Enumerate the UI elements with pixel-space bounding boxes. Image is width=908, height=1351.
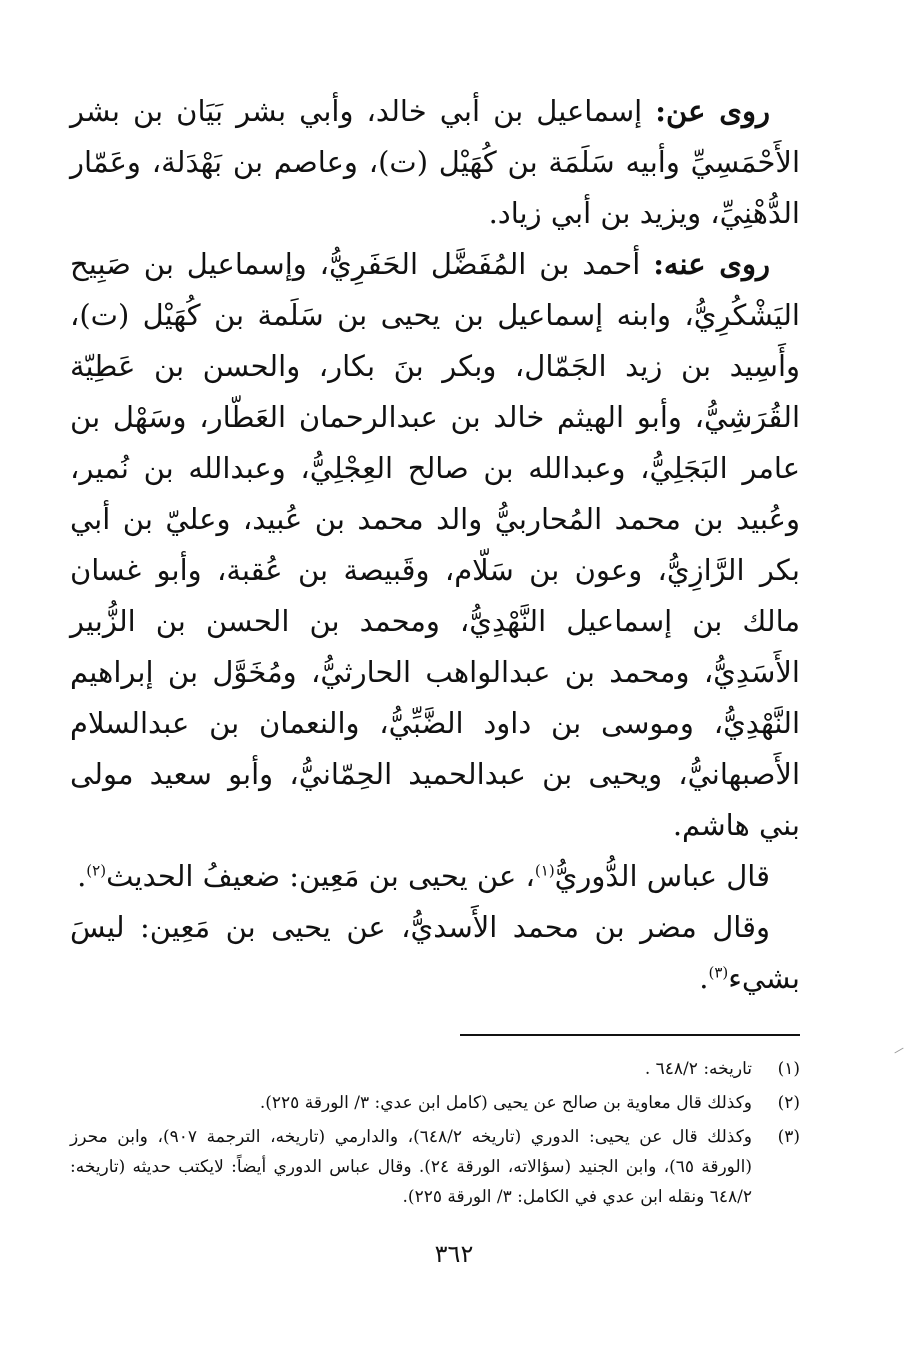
heading-narrated-from: روى عن: — [655, 94, 771, 128]
paragraph-text: . — [77, 859, 87, 893]
footnotes — [70, 1054, 800, 1212]
paragraph-text: . — [699, 961, 709, 995]
footnote-number: (٢) — [777, 1093, 800, 1113]
main-text — [70, 86, 800, 1004]
footnote-ref-3[interactable]: (٣) — [708, 963, 729, 982]
paragraph-narrated-by — [70, 239, 800, 851]
paragraph-abbas-quote — [70, 851, 800, 902]
footnote-item — [70, 1088, 800, 1118]
paragraph-text: وقال مضر بن محمد الأَسديُّ، عن يحيى بن مَعِين: ليسَ بشيء — [70, 910, 800, 995]
paragraph-mudar-quote — [70, 902, 800, 1004]
footnote-text: وكذلك قال عن يحيى: الدوري (تاريخه ٦٤٨/٢)، والدارمي (تاريخه، الترجمة ٩٠٧)، وابن محرز (الورقة ٦٥)، وابن الجنيد (سؤالاته، الورقة ٢٤). وقال عباس الدوري أيضاً: لايكتب حديثه (تاريخه: ٦٤٨/٢ ونقله ابن عدي في الكامل: ٣/ الورقة ٢٢٥). — [70, 1127, 753, 1207]
heading-narrated-by: روى عنه: — [653, 247, 770, 281]
footnote-number: (١) — [777, 1059, 800, 1079]
footnote-separator — [460, 1034, 800, 1036]
footnote-text: وكذلك قال معاوية بن صالح عن يحيى (كامل ابن عدي: ٣/ الورقة ٢٢٥). — [259, 1093, 752, 1113]
paragraph-narrated-from — [70, 86, 800, 239]
footnote-ref-1[interactable]: (١) — [534, 861, 555, 880]
paragraph-text: ، عن يحيى بن مَعِين: ضعيفُ الحديث — [106, 859, 535, 893]
paragraph-text: قال عباس الدُّوريُّ — [554, 859, 770, 893]
page-number: ٣٦٢ — [434, 1240, 474, 1268]
paragraph-text: إسماعيل بن أبي خالد، وأبي بشر بَيَان بن بشر الأَحْمَسِيِّ وأبيه سَلَمَة بن كُهَيْل (ت)، وعاصم بن بَهْدَلة، وعَمّار الدُّهْنِيِّ، ويزيد بن أبي زياد. — [70, 94, 800, 230]
page — [70, 86, 800, 1286]
footnote-item — [70, 1122, 800, 1212]
footnote-number: (٣) — [777, 1127, 800, 1147]
paragraph-text: أحمد بن المُفَضَّل الحَفَرِيُّ، وإسماعيل بن صَبِيح اليَشْكُرِيُّ، وابنه إسماعيل بن يحيى بن سَلَمة بن كُهَيْل (ت)، وأَسِيد بن زيد الجَمّال، وبكر بنَ بكار، والحسن بن عَطِيّة القُرَشِيُّ، وأبو الهيثم خالد بن عبدالرحمان العَطّار، وسَهْل بن عامر البَجَلِيُّ، وعبدالله بن صالح العِجْلِيُّ، وعبدالله بن نُمير، وعُبيد بن محمد المُحاربيُّ والد محمد بن عُبيد، وعليّ بن أبي بكر الرَّازِيُّ، وعون بن سَلّام، وقَبيصة بن عُقبة، وأبو غسان مالك بن إسماعيل النَّهْدِيُّ، ومحمد بن الحسن بن الزُّبير الأَسَدِيُّ، ومحمد بن عبدالواهب الحارثيُّ، ومُخَوَّل بن إبراهيم النَّهْدِيُّ، وموسى بن داود الضَّبِّيُّ، والنعمان بن عبدالسلام الأَصبهانيُّ، ويحيى بن عبدالحميد الحِمّانيُّ، وأبو سعيد مولى بني هاشم. — [70, 247, 800, 842]
margin-mark — [894, 1048, 903, 1054]
footnote-ref-2[interactable]: (٢) — [86, 861, 107, 880]
footnote-item — [70, 1054, 800, 1084]
footnote-text: تاريخه: ٦٤٨/٢ . — [644, 1059, 752, 1079]
